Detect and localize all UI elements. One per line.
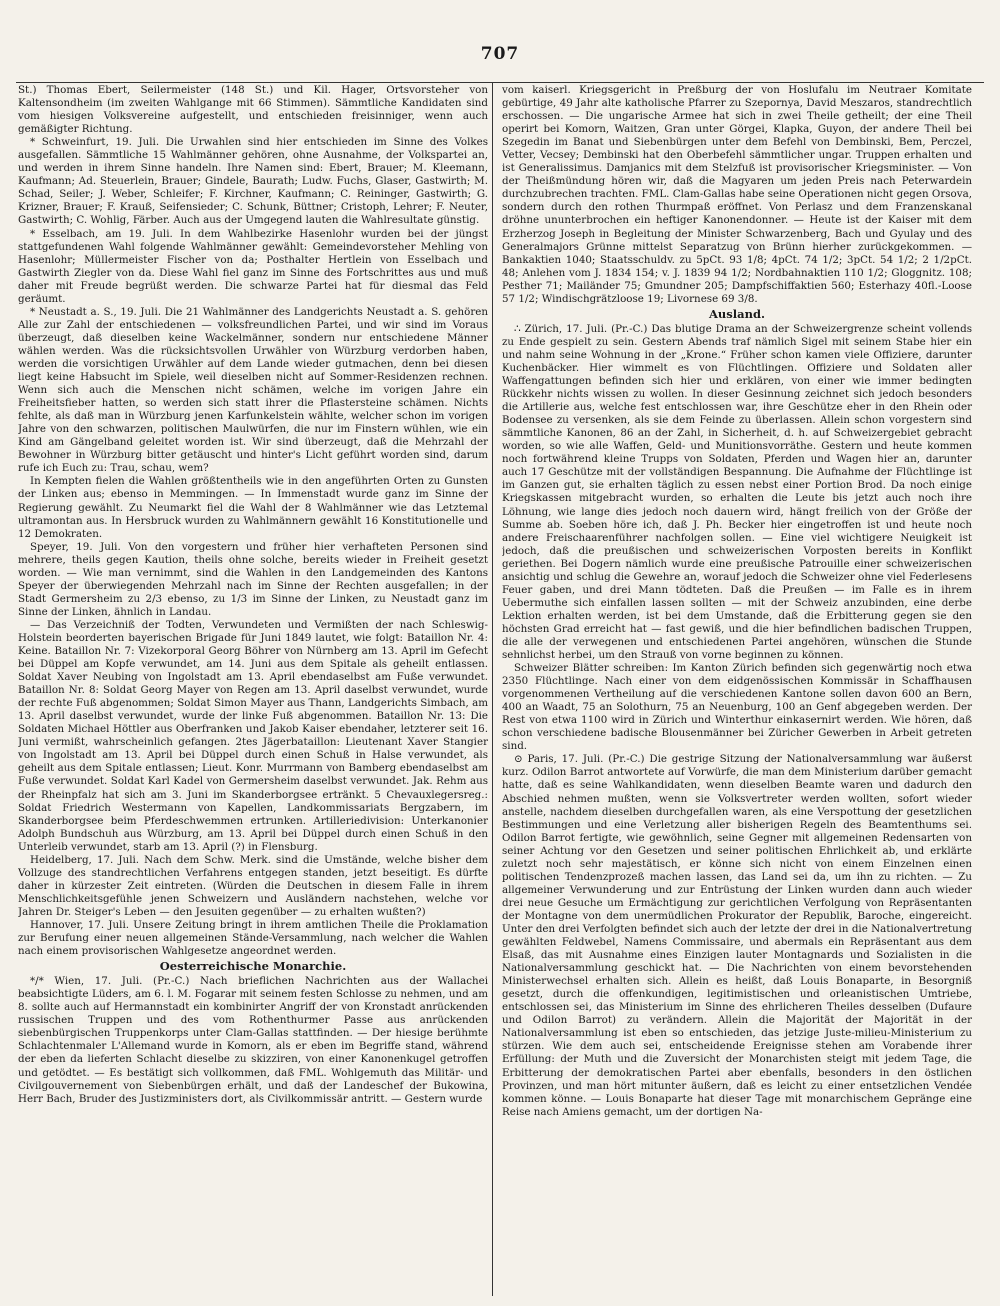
left-column: [18, 84, 488, 1294]
article-paragraph: Hannover, 17. Juli. Unsere Zeitung bringt in ihrem amtlichen Theile die Proklamation zur Berufung einer neuen allgemeinen Stände-Versammlung, nach welcher die Wahlen nach einem provisorischen Wahlgesetze angeordnet werden.: [18, 919, 488, 958]
page-number: 707: [480, 44, 520, 64]
article-paragraph: — Das Verzeichniß der Todten, Verwundeten und Vermißten der nach Schleswig-Holstein beorderten bayerischen Brigade für Juni 1849 lautet, wie folgt: Bataillon Nr. 4: Keine. Bataillon Nr. 7: Vizekorporal Georg Böhrer von Nürnberg am 13. April im Gefecht bei Düppel am Kopfe verwundet, am 14. Juni aus dem Spitale als geheilt entlassen. Soldat Xaver Neubing von Ingolstadt am 13. April ebendaselbst am Fuße verwundet. Bataillon Nr. 8: Soldat Georg Mayer von Regen am 13. April daselbst verwundet, wurde der rechte Fuß abgenommen; Soldat Simon Mayer aus Thann, Landgerichts Simbach, am 13. April daselbst verwundet, wurde der linke Fuß abgenommen. Bataillon Nr. 13: Die Soldaten Michael Höttler aus Oberfranken und Jakob Kaiser ebendaher, letzterer seit 16. Juni vermißt, wahrscheinlich gefangen. 2tes Jägerbataillon: Lieutenant Xaver Stangier von Ingolstadt am 13. April bei Düppel durch einen Schuß in Halse verwundet, als geheilt aus dem Spitale entlassen; Lieut. Konr. Murrmann von Bamberg ebendaselbst am Fuße verwundet. Soldat Karl Kadel von Germersheim daselbst verwundet. Jak. Rehm aus der Rheinpfalz hat sich am 3. Juni im Skanderborgsee ertränkt. 5 Chevauxlegersreg.: Soldat Friedrich Westermann von Kapellen, Landkommissariats Bergzabern, im Skanderborgsee beim Pferdeschwemmen ertrunken. Artilleriedivision: Unterkanonier Adolph Bundschuh aus Würzburg, am 13. April bei Düppel durch einen Schuß in den Unterleib verwundet, starb am 13. April (?) in Flensburg.: [18, 618, 488, 853]
article-paragraph: vom kaiserl. Kriegsgericht in Preßburg der von Hoslufalu im Neutraer Komitate gebürtige, 49 Jahr alte katholische Pfarrer zu Szepornya, David Meszaros, standrechtlich erschossen. — Die ungarische Armee hat sich in zwei Theile getheilt; der eine Theil operirt bei Komorn, Waitzen, Gran unter Görgei, Klapka, Guyon, der andere Theil bei Szegedin im Banat und Siebenbürgen unter dem Befehl von Dembinski, Bem, Perczel, Vetter, Vecsey; Dembinski hat den Oberbefehl sämmtlicher ungar. Truppen erhalten und ist Generalissimus. Damjanics mit dem Stelzfuß ist provisorischer Kriegsminister. — Von der Theißmündung hören wir, daß die Magyaren um jeden Preis nach Peterwardein durchzubrechen trachten. FML. Clam-Gallas habe seine Operationen nicht gegen Orsova, sondern durch den rothen Thurmpaß eröffnet. Von Perlasz und dem Franzenskanal dröhne ununterbrochen ein heftiger Kanonendonner. — Heute ist der Kaiser mit dem Erzherzog Joseph in Begleitung der Minister Schwarzenberg, Bach und Gyulay und des Generalmajors Grünne mittelst Separatzug von Brünn hierher zurückgekommen. — Bankaktien 1040; Staatsschuldv. zu 5pCt. 93 1/8; 4pCt. 74 1/2; 3pCt. 54 1/2; 2 1/2pCt. 48; Anlehen vom J. 1834 154; v. J. 1839 94 1/2; Nordbahnaktien 110 1/2; Gloggnitz. 108; Pesther 71; Mailänder 75; Gmundner 205; Dampfschiffaktien 560; Esterhazy 40fl.-Loose 57 1/2; Windischgrätzloose 19; Livornese 69 3/8.: [502, 84, 972, 305]
column-divider: [492, 82, 493, 1296]
article-paragraph: * Neustadt a. S., 19. Juli. Die 21 Wahlmänner des Landgerichts Neustadt a. S. gehören Alle zur Zahl der entschiedenen — volksfreundlichen Partei, und wir sind im Voraus überzeugt, daß dieselben keine Wackelmänner, sondern nur entschiedene Männer wählen werden. Was die rücksichtsvollen Urwähler von Würzburg verdorben haben, werden die vorsichtigen Urwähler auf dem Lande wieder gutmachen, denn bei diesen liegt keine Habsucht im Spiele, weil dieselben nicht auf Sommer-Residenzen rechnen. Wenn sich auch die Menschen nicht schämen, welche im vorigen Jahre ein Freiheitsfieber hatten, so werden sich statt ihrer die Pflastersteine schämen. Nichts fehlte, als daß man in Würzburg jenen Karfunkelstein wählte, welcher schon im vorigen Jahre von den schwarzen, politischen Maulwürfen, die nur im Finstern wühlen, wie ein Kind am Gängelband geleitet worden ist. Wir sind überzeugt, daß die Mehrzahl der Bewohner in Würzburg bitter getäuscht und hinter's Licht geführt worden sind, darum rufe ich Euch zu: Trau, schau, wem?: [18, 305, 488, 475]
article-paragraph: Schweizer Blätter schreiben: Im Kanton Zürich befinden sich gegenwärtig noch etwa 2350 Flüchtlinge. Nach einer von dem eidgenössischen Kommissär in Schaffhausen vorgenommenen Vertheilung auf die verschiedenen Kantone sollen davon 600 an Bern, 400 an Waadt, 75 an Solothurn, 75 an Neuenburg, 100 an Genf abgegeben werden. Der Rest von etwa 1100 wird in Zürich und Winterthur einkasernirt werden. Wie hören, daß schon verschiedene badische Blousenmänner bei Züricher Gewerben in Arbeit getreten sind.: [502, 662, 972, 753]
article-paragraph: Speyer, 19. Juli. Von den vorgestern und früher hier verhafteten Personen sind mehrere, theils gegen Kaution, theils ohne solche, bereits wieder in Freiheit gesetzt worden. — Wie man vernimmt, sind die Wahlen in den Landgemeinden des Kantons Speyer der überwiegenden Mehrzahl nach im Sinne der Rechten ausgefallen; in der Stadt Germersheim zu 2/3 ebenso, zu 1/3 im Sinne der Linken, zu Neustadt ganz im Sinne der Linken, ähnlich in Landau.: [18, 540, 488, 618]
section-heading-abroad: Ausland.: [709, 306, 765, 321]
article-paragraph: * Schweinfurt, 19. Juli. Die Urwahlen sind hier entschieden im Sinne des Volkes ausgefallen. Sämmtliche 15 Wahlmänner gehören, ohne Ausnahme, der Volkspartei an, und werden in ihrem Sinne handeln. Ihre Namen sind: Ebert, Brauer; M. Kleemann, Kaufmann; Ad. Steuerlein, Brauer; Gindele, Baurath; Ludw. Fuchs, Glaser, Gastwirth; M. Schad, Seiler; J. Weber, Schleifer; F. Kirchner, Kaufmann; C. Reininger, Gastwirth; G. Krizner, Brauer; F. Krauß, Seifensieder; C. Schunk, Büttner; Cristoph, Lehrer; F. Neuter, Gastwirth; C. Wohlig, Färber. Auch aus der Umgegend lauten die Wahlresultate günstig.: [18, 136, 488, 227]
article-paragraph: * Esselbach, am 19. Juli. In dem Wahlbezirke Hasenlohr wurden bei der jüngst stattgefundenen Wahl folgende Wahlmänner gewählt: Gemeindevorsteher Mehling von Hasenlohr; Müllermeister Fischer von da; Posthalter Hertlein von Esselbach und Gastwirth Ziegler von da. Diese Wahl fiel ganz im Sinne des Fortschrittes aus und muß daher mit Freude begrüßt werden. Die schwarze Partei hat für diesmal das Feld geräumt.: [18, 227, 488, 305]
top-rule: [16, 82, 984, 83]
article-paragraph: Heidelberg, 17. Juli. Nach dem Schw. Merk. sind die Umstände, welche bisher dem Vollzuge des standrechtlichen Verfahrens entgegen standen, jetzt beseitigt. Es dürfte daher in kürzester Zeit eintreten. (Würden die Deutschen in diesem Falle in ihrem Menschlichkeitsgefühle jenen Schweizern und Ausländern nachstehen, welche vor Jahren Dr. Steiger's Leben — den Jesuiten gegenüber — zu erhalten wußten?): [18, 853, 488, 918]
article-paragraph: St.) Thomas Ebert, Seilermeister (148 St.) und Kil. Hager, Ortsvorsteher von Kaltensondheim (im zweiten Wahlgange mit 66 Stimmen). Sämmtliche Kandidaten sind vom hiesigen Volksvereine aufgestellt, und entschieden freisinniger, wenn auch gemäßigter Richtung.: [18, 84, 488, 136]
article-paragraph: ⊙ Paris, 17. Juli. (Pr.-C.) Die gestrige Sitzung der Nationalversammlung war äußerst kurz. Odilon Barrot antwortete auf Vorwürfe, die man dem Ministerium darüber gemacht hatte, daß es seine Wahlkandidaten, wenn dieselben Beamte waren und dadurch den Abschied nehmen mußten, wenn sie Volksvertreter werden wollten, sofort wieder anstelle, nachdem dieselben durchgefallen waren, als eine Verspottung der gesetzlichen Bestimmungen und eine Verletzung aller bisherigen Regeln des Beamtenthums sei. Odilon Barrot fertigte, wie gewöhnlich, seine Gegner mit allgemeinen Redensarten von seiner Achtung vor den Gesetzen und seiner politischen Ehrlichkeit ab, und erklärte zuletzt noch sehr majestätisch, er könne sich nicht von einem Einzelnen einen politischen Tendenzprozeß machen lassen, das Land sei da, um ihn zu richten. — Zu allgemeiner Verwunderung und zur Entrüstung der Linken wurden dann auch wieder drei neue Gesuche um Ermächtigung zur gerichtlichen Verfolgung von Repräsentanten der Montagne von dem unermüdlichen Prokurator der Republik, Baroche, eingereicht. Unter den drei Verfolgten befindet sich auch der letzte der drei in die Nationalvertretung gewählten Feldwebel, Namens Commissaire, und abermals ein Repräsentant aus dem Elsaß, das mit Ausnahme eines Einzigen lauter Montagnards und Sozialisten in die Nationalversammlung geschickt hat. — Die Nachrichten von einem bevorstehenden Ministerwechsel erhalten sich. Allein es heißt, daß Louis Bonaparte, in Besorgniß gesetzt, durch die offenkundigen, legitimistischen und orleanistischen Umtriebe, entschlossen sei, das Ministerium im Sinne des ehrlicheren Theiles desselben (Dufaure und Odilon Barrot) zu verändern. Allein die Majorität der Majorität in der Nationalversammlung ist eben so entschieden, das jetzige Juste-milieu-Ministerium zu stürzen. Wie dem auch sei, entscheidende Ereignisse stehen am Vorabende ihrer Erfüllung: der Muth und die Zuversicht der Monarchisten steigt mit jedem Tage, die Erbitterung der demokratischen Partei aber ebenfalls, besonders in den östlichen Provinzen, und man hört mitunter äußern, daß es leicht zu einer entsetzlichen Vendée kommen könne. — Louis Bonaparte hat dieser Tage mit monarchischem Gepränge eine Reise nach Amiens gemacht, um der dortigen Na-: [502, 753, 972, 1118]
right-column: [502, 84, 972, 1294]
article-paragraph: ∴ Zürich, 17. Juli. (Pr.-C.) Das blutige Drama an der Schweizergrenze scheint vollends zu Ende gespielt zu sein. Gestern Abends traf nämlich Sigel mit seinem Stabe hier ein und nahm seine Wohnung in der „Krone.“ Früher schon kamen viele Offiziere, darunter Kuchenbäcker. Hier wimmelt es von Flüchtlingen. Offiziere und Soldaten aller Waffengattungen befinden sich hier und erklären, von einer wie immer bedingten Rückkehr nichts wissen zu wollen. In dieser Gesinnung zeichnet sich jedoch besonders die Artillerie aus, welche fest entschlossen war, ihre Geschütze eher in den Rhein oder Bodensee zu versenken, als sie dem Feinde zu überlassen. Allein schon vorgestern sind sämmtliche Kanonen, 86 an der Zahl, in Sicherheit, d. h. auf Schweizergebiet gebracht worden, so wie alle Waffen, Geld- und Munitionsvorräthe. Gestern und heute kommen noch fortwährend kleine Trupps von Soldaten, Pferden und Wagen hier an, darunter auch 17 Geschütze mit der vollständigen Bespannung. Die Aufnahme der Flüchtlinge ist im Ganzen gut, sie erhalten täglich zu essen nebst einer Portion Brod. Da noch einige Kriegskassen mitgebracht wurden, so erhalten die Leute bis jetzt auch noch ihre Löhnung, wie lange dies jedoch noch dauern wird, hängt freilich von der Größe der Summe ab. Soeben höre ich, daß J. Ph. Becker hier eingetroffen ist und heute noch andere Freischaarenführer nachfolgen sollen. — Eine viel wichtigere Neuigkeit ist jedoch, daß die preußischen und schweizerischen Vorposten bereits in Konflikt geriethen. Bei Dogern nämlich wurde eine preußische Patrouille einer schweizerischen ansichtig und schlug die Gewehre an, worauf jedoch die Schweizer ohne viel Federlesens Feuer gaben, und drei Mann tödteten. Daß die Preußen — im Falle es in ihrem Uebermuthe sich einfallen lassen sollten — mit der Schweiz anzubinden, eine derbe Lektion erhalten werden, ist bei dem Umstande, daß die Erbitterung gegen sie den höchsten Grad erreicht hat — fast gewiß, und die hier befindlichen badischen Truppen, die alle der verwegenen und entschiedenen Partei angehören, wünschen die Stunde sehnlichst herbei, um den Strauß von vorne beginnen zu können.: [502, 322, 972, 662]
section-heading-austria: Oesterreichische Monarchie.: [159, 959, 347, 974]
article-paragraph: */* Wien, 17. Juli. (Pr.-C.) Nach brieflichen Nachrichten aus der Wallachei beabsichtigte Lüders, am 6. l. M. Fogarar mit seinem festen Schlosse zu nehmen, und am 8. sollte auch auf Hermannstadt ein kombinirter Angriff der von Kronstadt anrückenden russischen Truppen und des vom Rothenthurmer Passe aus anrückenden siebenbürgischen Truppenkorps unter Clam-Gallas stattfinden. — Der hiesige berühmte Schlachtenmaler L'Allemand wurde in Komorn, als er eben im Begriffe stand, während der eben da lieferten Schlacht dieselbe zu skizziren, von einer Kanonenkugel getroffen und getödtet. — Es bestätigt sich vollkommen, daß FML. Wohlgemuth das Militär- und Civilgouvernement von Siebenbürgen erhält, und daß der Landeschef der Bukowina, Herr Bach, Bruder des Justizministers dort, als Civilkommissär antritt. — Gestern wurde: [18, 975, 488, 1105]
article-paragraph: In Kempten fielen die Wahlen größtentheils wie in den angeführten Orten zu Gunsten der Linken aus; ebenso in Memmingen. — In Immenstadt wurde ganz im Sinne der Regierung gewählt. Zu Neumarkt fiel die Wahl der 8 Wahlmänner wie das Letztemal ultramontan aus. In Hersbruck wurden zu Wahlmännern gewählt 16 Konstitutionelle und 12 Demokraten.: [18, 475, 488, 540]
